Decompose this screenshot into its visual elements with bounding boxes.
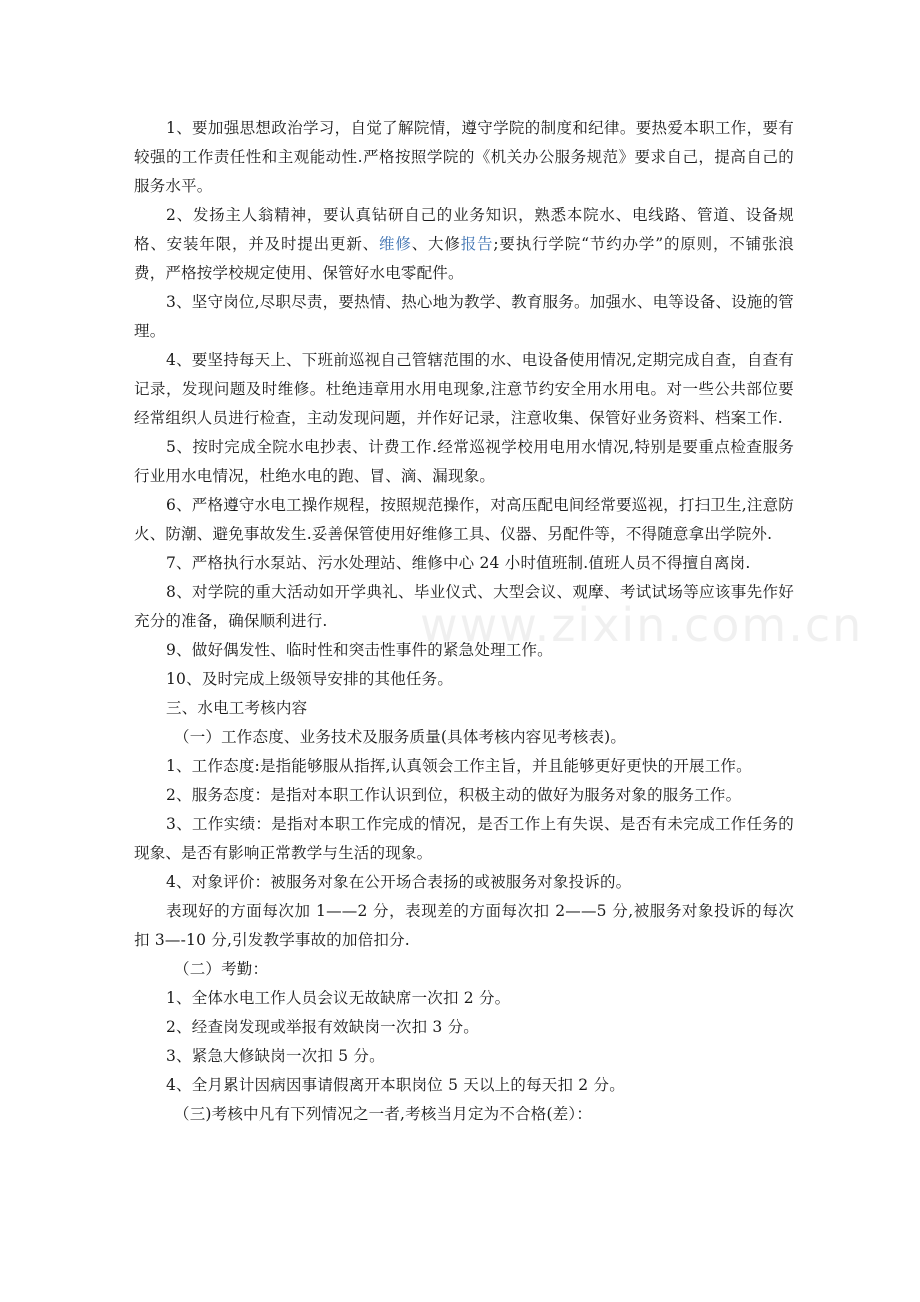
paragraph-8: 8、对学院的重大活动如开学典礼、毕业仪式、大型会议、观摩、考试试场等应该事先作好充分的准备，确保顺利进行.: [134, 583, 794, 630]
paragraph-2-text-b: 、大修: [411, 235, 461, 253]
paragraph-1: 1、要加强思想政治学习，自觉了解院情，遵守学院的制度和纪律。要热爱本职工作，要有较强的工作责任性和主观能动性.严格按照学院的《机关办公服务规范》要求自己，提高自己的服务水平。: [134, 119, 794, 195]
subsection-2-heading: （二）考勤：: [174, 960, 269, 978]
link-maintenance[interactable]: 维修: [379, 235, 412, 253]
subsection-2-item-1: 1、全体水电工作人员会议无故缺席一次扣 2 分。: [166, 989, 511, 1007]
subsection-1-item-3: 3、工作实绩：是指对本职工作完成的情况，是否工作上有失误、是否有未完成工作任务的现象、是否有影响正常教学与生活的现象。: [134, 815, 794, 862]
subsection-1-scoring: 表现好的方面每次加 1——2 分，表现差的方面每次扣 2——5 分,被服务对象投诉的每次扣 3—-10 分,引发教学事故的加倍扣分.: [134, 902, 794, 949]
paragraph-9: 9、做好偶发性、临时性和突击性事件的紧急处理工作。: [166, 641, 553, 659]
paragraph-6: 6、严格遵守水电工操作规程，按照规范操作，对高压配电间经常要巡视，打扫卫生,注意防火、防潮、避免事故发生.妥善保管使用好维修工具、仪器、另配件等，不得随意拿出学院外.: [134, 496, 794, 543]
paragraph-4: 4、要坚持每天上、下班前巡视自己管辖范围的水、电设备使用情况,定期完成自查，自查有记录，发现问题及时维修。杜绝违章用水用电现象,注意节约安全用水用电。对一些公共部位要经常组织人员进行检查，主动发现问题，并作好记录，注意收集、保管好业务资料、档案工作.: [134, 351, 794, 427]
link-report[interactable]: 报告: [460, 235, 494, 253]
subsection-2-item-2: 2、经查岗发现或举报有效缺岗一次扣 3 分。: [166, 1018, 479, 1036]
paragraph-2-text-a: 2、发扬主人翁精神，要认真钻研自己的业务知识，熟悉本院水、电线路、管道、设备规格、安装年限，并及时提出更新、: [134, 206, 794, 253]
subsection-1-item-2: 2、服务态度：是指对本职工作认识到位，积极主动的做好为服务对象的服务工作。: [166, 786, 742, 804]
subsection-1-heading: （一）工作态度、业务技术及服务质量(具体考核内容见考核表)。: [174, 728, 627, 746]
paragraph-5: 5、按时完成全院水电抄表、计费工作.经常巡视学校用电用水情况,特别是要重点检查服务行业用水电情况，杜绝水电的跑、冒、滴、漏现象。: [134, 438, 794, 485]
subsection-1-item-4: 4、对象评价：被服务对象在公开场合表扬的或被服务对象投诉的。: [166, 873, 632, 891]
paragraph-2-text-c: ;要执行学院“节约办学”的原则，不铺张浪费，严格按学校规定使用、保管好水电零配件。: [134, 235, 794, 282]
paragraph-3: 3、坚守岗位,尽职尽责，要热情、热心地为教学、教育服务。加强水、电等设备、设施的管理。: [134, 293, 794, 340]
watermark: www.zixin.com.cn: [420, 598, 864, 652]
paragraph-10: 10、及时完成上级领导安排的其他任务。: [166, 670, 454, 688]
subsection-2-item-3: 3、紧急大修缺岗一次扣 5 分。: [166, 1047, 385, 1065]
paragraph-2: [134, 201, 794, 288]
subsection-2-item-4: 4、全月累计因病因事请假离开本职岗位 5 天以上的每天扣 2 分。: [166, 1076, 625, 1094]
paragraph-7: 7、严格执行水泵站、污水处理站、维修中心 24 小时值班制.值班人员不得擅自离岗.: [166, 554, 751, 572]
subsection-3-heading: （三)考核中凡有下列情况之一者,考核当月定为不合格(差）：: [174, 1105, 593, 1123]
section-heading-3: 三、水电工考核内容: [166, 699, 308, 717]
subsection-1-item-1: 1、工作态度:是指能够服从指挥,认真领会工作主旨，并且能够更好更快的开展工作。: [166, 757, 752, 775]
document-body: [134, 114, 794, 1129]
